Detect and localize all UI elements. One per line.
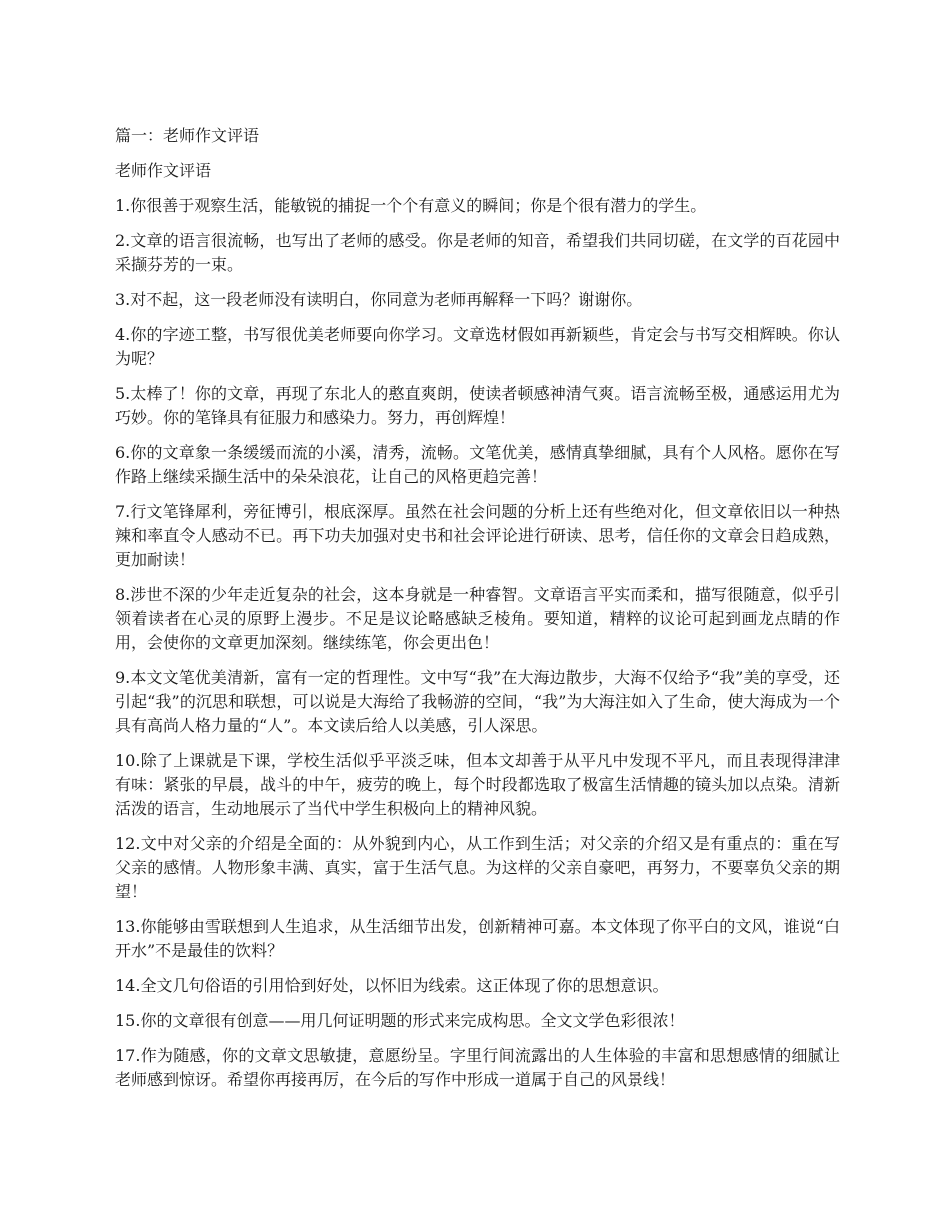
comment-15: 15.你的文章很有创意——用几何证明题的形式来完成构思。全文文学色彩很浓！ (115, 1011, 685, 1030)
document-page (115, 124, 840, 1103)
section-title: 篇一：老师作文评语 (115, 126, 260, 145)
comment-9: 9.本文文笔优美清新，富有一定的哲理性。文中写“我”在大海边散步，大海不仅给予“我”美的享受，还引起“我”的沉思和联想，可以说是大海给了我畅游的空间，“我”为大海注如入了生命，使大海成为一个具有高尚人格力量的“人”。本文读后给人以美感，引人深思。 (115, 668, 840, 735)
comment-1: 1.你很善于观察生活，能敏锐的捕捉一个个有意义的瞬间；你是个很有潜力的学生。 (115, 196, 707, 215)
comment-17: 17.作为随感，你的文章文思敏捷，意愿纷呈。字里行间流露出的人生体验的丰富和思想感情的细腻让老师感到惊讶。希望你再接再厉，在今后的写作中形成一道属于自己的风景线！ (115, 1046, 840, 1089)
comment-10: 10.除了上课就是下课，学校生活似乎平淡乏味，但本文却善于从平凡中发现不平凡，而且表现得津津有味：紧张的早晨，战斗的中午，疲劳的晚上，每个时段都选取了极富生活情趣的镜头加以点染。清新活泼的语言，生动地展示了当代中学生积极向上的精神风貌。 (115, 751, 840, 818)
comment-6: 6.你的文章象一条缓缓而流的小溪，清秀，流畅。文笔优美，感情真挚细腻，具有个人风格。愿你在写作路上继续采撷生活中的朵朵浪花，让自己的风格更趋完善！ (115, 443, 840, 486)
comment-2: 2.文章的语言很流畅，也写出了老师的感受。你是老师的知音，希望我们共同切磋，在文学的百花园中采撷芬芳的一束。 (115, 231, 840, 274)
comment-8: 8.涉世不深的少年走近复杂的社会，这本身就是一种睿智。文章语言平实而柔和，描写很随意，似乎引领着读者在心灵的原野上漫步。不足是议论略感缺乏棱角。要知道，精粹的议论可起到画龙点睛的作用，会使你的文章更加深刻。继续练笔，你会更出色！ (115, 585, 840, 652)
comment-12: 12.文中对父亲的介绍是全面的：从外貌到内心，从工作到生活；对父亲的介绍又是有重点的：重在写父亲的感情。人物形象丰满、真实，富于生活气息。为这样的父亲自豪吧，再努力，不要辜负父亲的期望！ (115, 834, 840, 901)
comment-3: 3.对不起，这一段老师没有读明白，你同意为老师再解释一下吗？谢谢你。 (115, 290, 643, 309)
comment-7: 7.行文笔锋犀利，旁征博引，根底深厚。虽然在社会问题的分析上还有些绝对化，但文章依旧以一种热辣和率直令人感动不已。再下功夫加强对史书和社会评论进行研读、思考，信任你的文章会日趋成熟，更加耐读！ (115, 502, 840, 569)
document-subtitle: 老师作文评语 (115, 161, 212, 180)
comment-13: 13.你能够由雪联想到人生追求，从生活细节出发，创新精神可嘉。本文体现了你平白的文风，谁说“白开水”不是最佳的饮料？ (115, 917, 840, 960)
comment-4: 4.你的字迹工整，书写很优美老师要向你学习。文章选材假如再新颖些，肯定会与书写交相辉映。你认为呢？ (115, 325, 840, 368)
comment-14: 14.全文几句俗语的引用恰到好处，以怀旧为线索。这正体现了你的思想意识。 (115, 976, 669, 995)
comment-5: 5.太棒了！你的文章，再现了东北人的憨直爽朗，使读者顿感神清气爽。语言流畅至极，通感运用尤为巧妙。你的笔锋具有征服力和感染力。努力，再创辉煌！ (115, 384, 840, 427)
